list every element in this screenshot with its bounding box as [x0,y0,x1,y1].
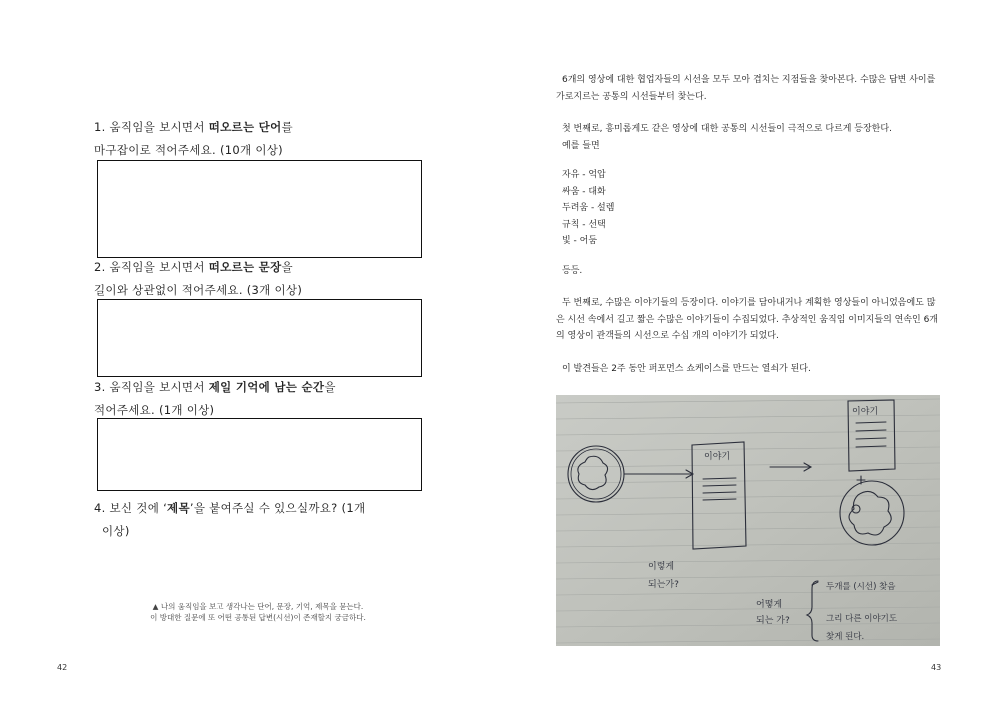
question-3 [94,376,336,422]
question-4 [94,497,365,543]
pair-item: 싸움 - 대화 [562,186,606,197]
sketch-photo [556,395,940,646]
hand-question-1b: 되는가? [648,580,679,590]
answer-box-1 [97,160,422,258]
hand-answer-3: 찾게 된다. [826,632,865,642]
paragraph-1-text: 6개의 영상에 대한 협업자들의 시선을 모두 모아 겹치는 지점들을 찾아본다. 수많은 답변 사이를 가로지르는 공통의 시선들부터 찾는다. [556,75,936,102]
paragraph-4: 이 발견들은 2주 동안 퍼포먼스 쇼케이스를 만드는 열쇠가 된다. [562,364,811,374]
pair-item: 빛 - 어둠 [562,236,598,246]
question-1-line1: 1. 움직임을 보시면서 떠오르는 단어를 [94,120,293,134]
pair-item: 두려움 - 설렘 [562,203,615,213]
hand-question-1: 이렇게 [648,562,675,572]
question-2 [94,256,302,302]
question-2-line1: 2. 움직임을 보시면서 떠오르는 문장을 [94,260,293,274]
pair-item: 자유 - 억압 [562,170,606,180]
etc-text: 등등. [562,266,583,276]
left-caption [128,601,388,623]
paragraph-2-example-lead: 예를 들면 [562,140,600,151]
pair-item: 규칙 - 선택 [562,219,606,230]
question-4-line2: 이상) [102,524,130,538]
question-2-line2: 길이와 상관없이 적어주세요. (3개 이상) [94,283,303,297]
hand-answer-1: 두개를 (시선) 찾음 [826,582,896,592]
paragraph-2 [556,121,941,154]
page-number-left: 42 [57,663,68,672]
answer-box-3 [97,418,422,491]
right-page [499,0,998,703]
caption-line-1: ▲ 나의 움직임을 보고 생각나는 단어, 문장, 기억, 제목을 묻는다. [152,602,364,611]
hand-question-2b: 되는 가? [756,616,790,626]
note-2-label: 이야기 [852,407,879,417]
paragraph-3-text: 두 번째로, 수많은 이야기들의 등장이다. 이야기를 담아내거나 계획한 영상들이 아니었음에도 많은 시선 속에서 길고 짧은 수많은 이야기들이 수집되었다. 추상적인 움직임 이미지들의 연속인 6개의 영상이 관객들의 시선으로 수십 개의 이야기가 되었다. [556,298,938,341]
question-1 [94,116,293,162]
hand-question-2: 어떻게 [756,600,783,610]
answer-box-2 [97,299,422,377]
note-1-label: 이야기 [704,452,731,462]
paragraph-1 [556,72,941,105]
hand-answer-2: 그리 다른 이야기도 [826,614,898,624]
question-3-line1: 3. 움직임을 보시면서 제일 기억에 남는 순간을 [94,380,336,394]
page-number-right: 43 [931,663,942,672]
paper-background [556,395,940,646]
question-4-line1: 4. 보신 것에 ‘제목’을 붙여주실 수 있으실까요? (1개 [94,501,366,515]
pair-list [556,167,947,250]
paragraph-2-text: 첫 번째로, 흥미롭게도 같은 영상에 대한 공통의 시선들이 극적으로 다르게 등장한다. [562,124,892,134]
question-1-line2: 마구잡이로 적어주세요. (10개 이상) [94,143,283,157]
caption-line-2: 이 방대한 질문에 또 어떤 공통된 답변(시선)이 존재할지 궁금하다. [150,613,366,622]
question-3-line2: 적어주세요. (1개 이상) [94,403,215,417]
paragraph-3 [556,295,941,345]
